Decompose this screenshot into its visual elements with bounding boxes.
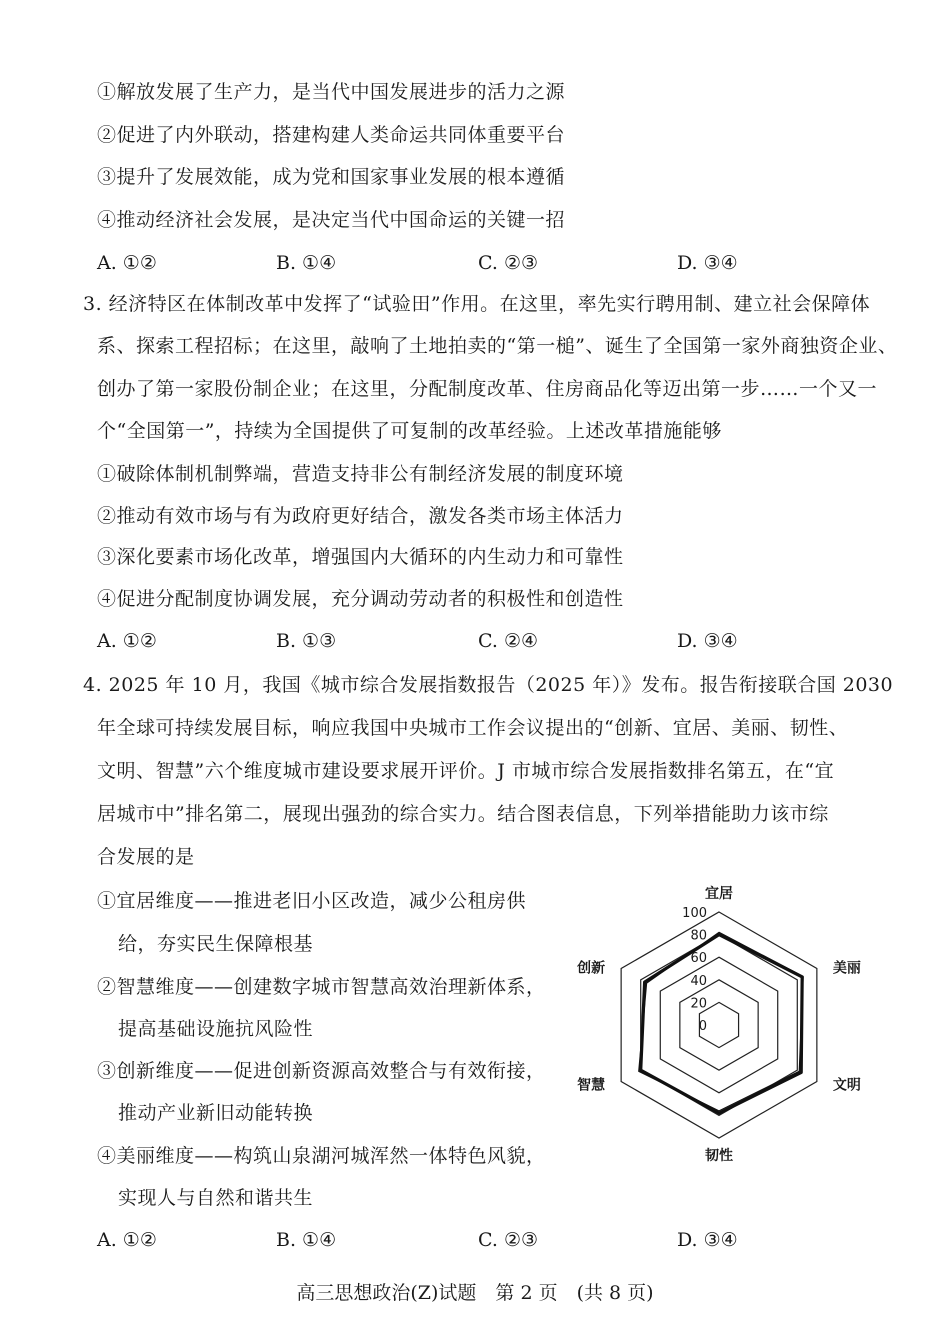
- q2-item-2: ②促进了内外联动，搭建构建人类命运共同体重要平台: [97, 124, 566, 146]
- tick-label-0: 0: [698, 1019, 707, 1034]
- q4-item-1: ①宜居维度——推进老旧小区改造，减少公租房供: [97, 890, 527, 912]
- axis-label-4: 智慧: [577, 1077, 606, 1094]
- q2-item-3: ③提升了发展效能，成为党和国家事业发展的根本遵循: [97, 166, 566, 188]
- q3-stem-line-3: 创办了第一家股份制企业；在这里，分配制度改革、住房商品化等迈出第一步……一个又一: [97, 378, 878, 400]
- q2-option-b[interactable]: B. ①④: [276, 252, 337, 274]
- grid-ring-40: [680, 980, 758, 1070]
- q4-item-3-cont: 推动产业新旧动能转换: [118, 1102, 314, 1124]
- tick-label-20: 20: [690, 996, 707, 1012]
- q3-option-c[interactable]: C. ②④: [478, 630, 539, 652]
- q4-item-4: ④美丽维度——构筑山泉湖河城浑然一体特色风貌，: [97, 1145, 546, 1167]
- q4-item-1-cont: 给，夯实民生保障根基: [118, 933, 314, 955]
- axis-label-2: 文明: [832, 1077, 861, 1094]
- q3-item-4: ④促进分配制度协调发展，充分调动劳动者的积极性和创造性: [97, 588, 624, 610]
- q3-stem-line-2: 系、探索工程招标；在这里，敲响了土地拍卖的“第一槌”、诞生了全国第一家外商独资企业、: [97, 335, 898, 357]
- axis-label-5: 创新: [577, 960, 606, 977]
- q4-option-a[interactable]: A. ①②: [97, 1229, 157, 1251]
- q3-item-2: ②推动有效市场与有为政府更好结合，激发各类市场主体活力: [97, 505, 624, 527]
- q3-option-a[interactable]: A. ①②: [97, 630, 157, 652]
- axis-label-0: 宜居: [705, 886, 733, 902]
- q4-item-4-cont: 实现人与自然和谐共生: [118, 1187, 314, 1209]
- axis-label-1: 美丽: [832, 960, 861, 977]
- page-footer: 高三思想政治(Z)试题 第 2 页 (共 8 页): [296, 1282, 654, 1304]
- axis-label-3: 韧性: [705, 1148, 733, 1164]
- q4-stem-line-2: 年全球可持续发展目标，响应我国中央城市工作会议提出的“创新、宜居、美丽、韧性、: [97, 717, 849, 739]
- q4-item-2-cont: 提高基础设施抗风险性: [118, 1018, 314, 1040]
- q2-option-d[interactable]: D. ③④: [677, 252, 738, 274]
- q4-item-2: ②智慧维度——创建数字城市智慧高效治理新体系，: [97, 976, 546, 998]
- q2-item-1: ①解放发展了生产力，是当代中国发展进步的活力之源: [97, 81, 566, 103]
- q4-option-c[interactable]: C. ②③: [478, 1229, 539, 1251]
- q2-item-4: ④推动经济社会发展，是决定当代中国命运的关键一招: [97, 209, 566, 231]
- tick-label-60: 60: [690, 951, 707, 967]
- q3-option-b[interactable]: B. ①③: [276, 630, 337, 652]
- grid-ring-100: [621, 912, 817, 1138]
- q4-stem-line-5: 合发展的是: [97, 846, 195, 868]
- grid-ring-60: [660, 957, 777, 1093]
- q3-stem-line-4: 个“全国第一”，持续为全国提供了可复制的改革经验。上述改革措施能够: [97, 420, 722, 442]
- tick-label-100: 100: [682, 906, 707, 921]
- tick-label-40: 40: [690, 973, 707, 989]
- q3-stem-line-1: 3. 经济特区在体制改革中发挥了“试验田”作用。在这里，率先实行聘用制、建立社会保障体: [83, 293, 871, 315]
- q2-option-a[interactable]: A. ①②: [97, 252, 157, 274]
- q4-option-d[interactable]: D. ③④: [677, 1229, 738, 1251]
- q3-option-d[interactable]: D. ③④: [677, 630, 738, 652]
- q4-stem-line-4: 居城市中”排名第二，展现出强劲的综合实力。结合图表信息，下列举措能助力该市综: [97, 803, 829, 825]
- q4-option-b[interactable]: B. ①④: [276, 1229, 337, 1251]
- tick-label-80: 80: [690, 928, 707, 944]
- q4-item-3: ③创新维度——促进创新资源高效整合与有效衔接，: [97, 1060, 546, 1082]
- q4-stem-line-3: 文明、智慧”六个维度城市建设要求展开评价。J 市城市综合发展指数排名第五，在“宜: [97, 760, 835, 782]
- radar-chart: [548, 882, 908, 1182]
- q4-stem-line-1: 4. 2025 年 10 月，我国《城市综合发展指数报告（2025 年）》发布。报告衔接联合国 2030: [83, 674, 894, 696]
- q2-option-c[interactable]: C. ②③: [478, 252, 539, 274]
- q3-item-1: ①破除体制机制弊端，营造支持非公有制经济发展的制度环境: [97, 463, 624, 485]
- q3-item-3: ③深化要素市场化改革，增强国内大循环的内生动力和可靠性: [97, 546, 624, 568]
